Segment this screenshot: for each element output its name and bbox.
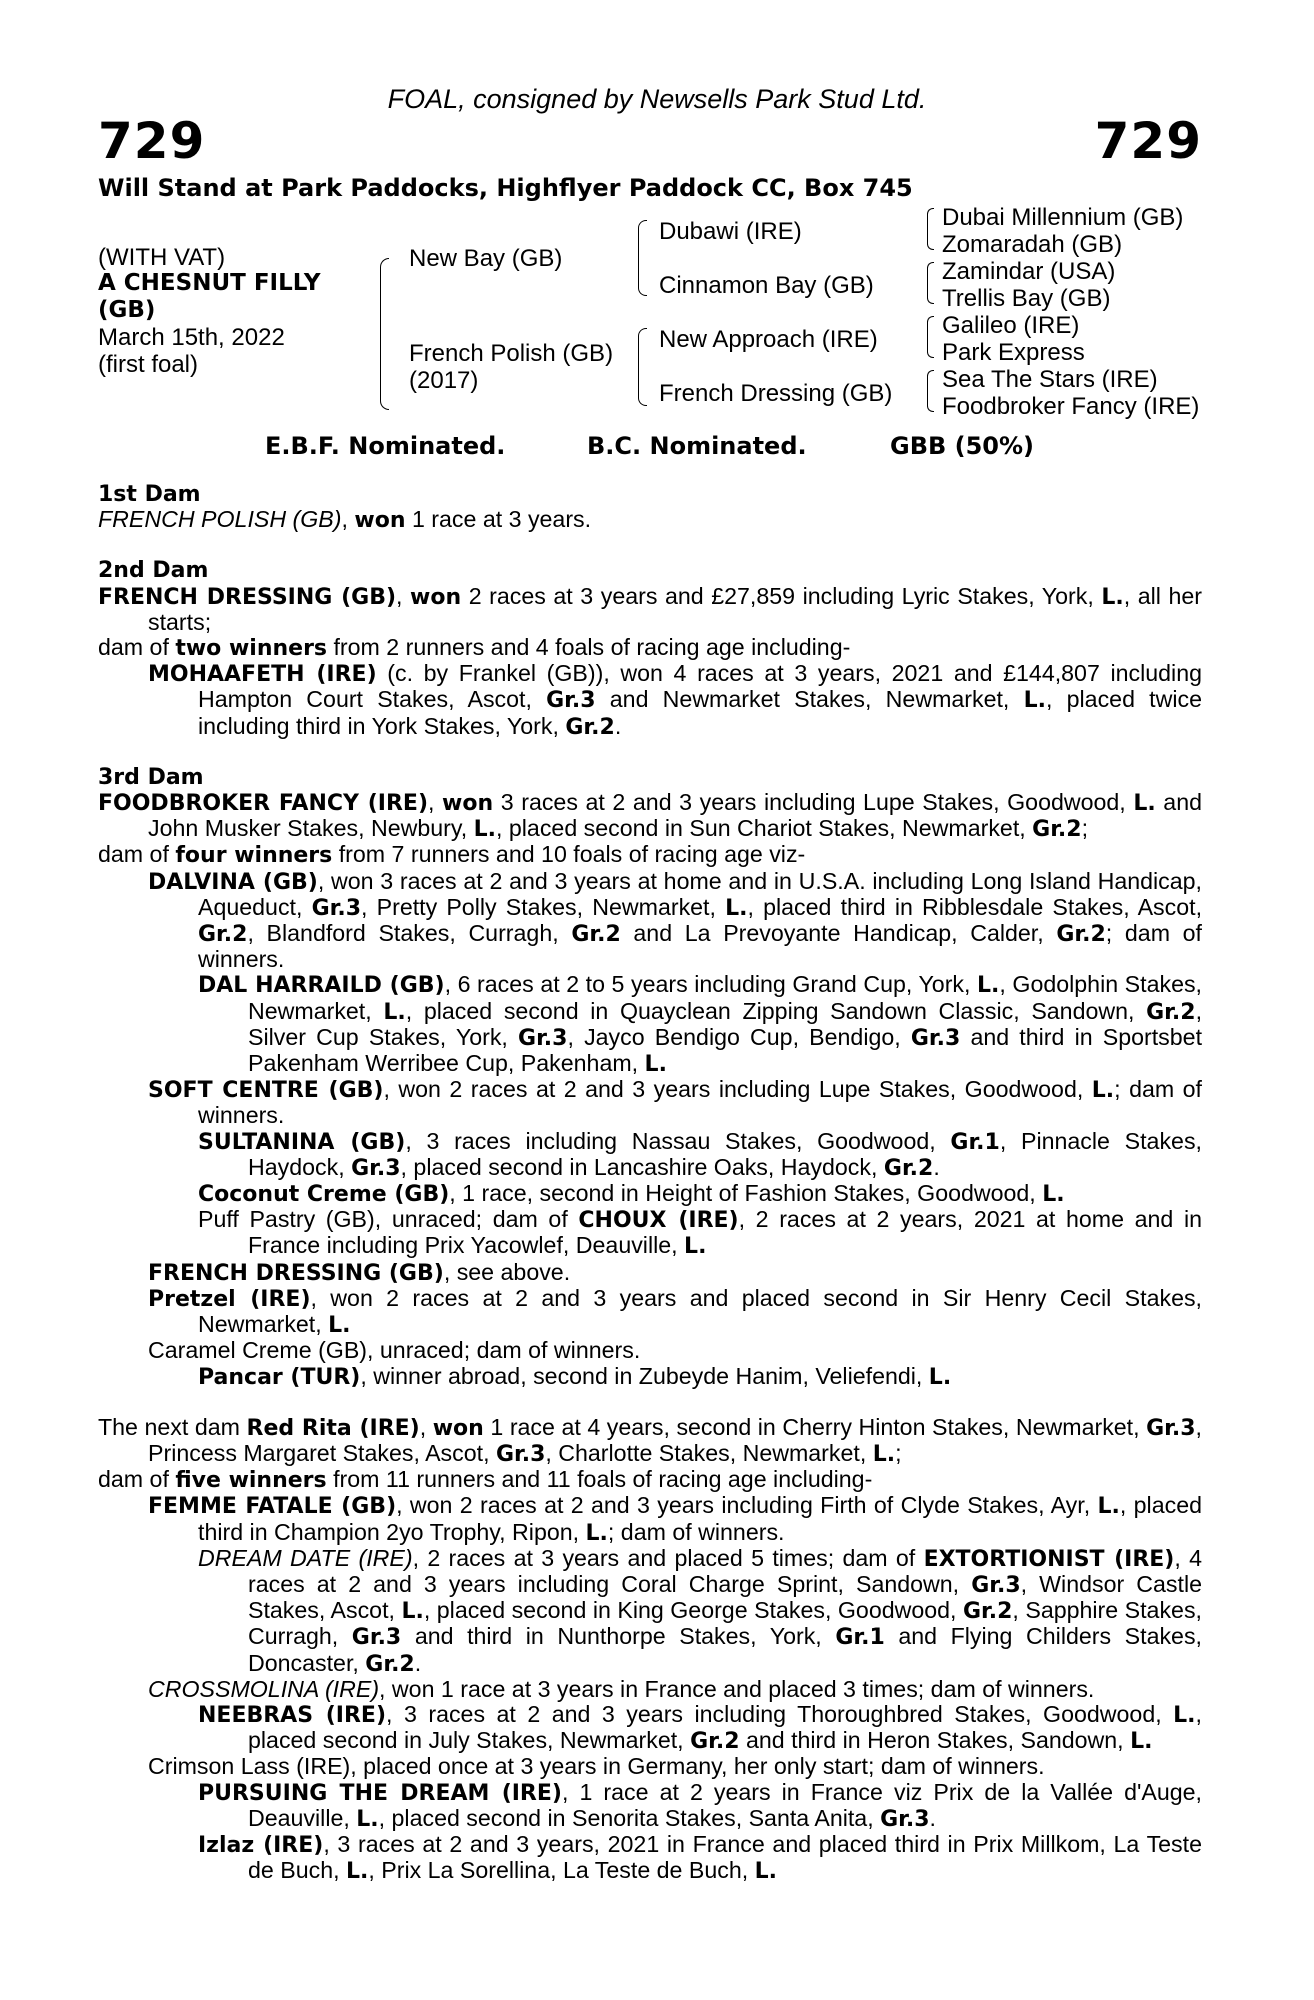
ancestor-6: Park Express: [942, 339, 1085, 366]
dam-sire: New Approach (IRE): [659, 326, 878, 353]
paragraph: dam of five winners from 11 runners and 11 foals of racing age including-: [98, 1466, 873, 1494]
sire: New Bay (GB): [409, 245, 563, 272]
subject-name: A CHESNUT FILLY: [98, 270, 321, 296]
paragraph: DAL HARRAILD (GB), 6 races at 2 to 5 years including Grand Cup, York, L., Godolphin Stakes, Newmarket, L., placed second in Quayclean Zipping Sandown Classic, Sandown, Gr.2, Silver Cup Stakes, York, Gr.3, Jayco Bendigo Cup, Bendigo, Gr.3 and third in Sportsbet Pakenham Werribee Cup, Pakenham, L.: [198, 971, 1203, 1078]
dam-line-text: [98, 482, 1202, 1884]
paragraph: FRENCH POLISH (GB), won 1 race at 3 years.: [98, 506, 592, 534]
brace-g2: [927, 262, 934, 304]
lot-number-right: 729: [1094, 112, 1202, 170]
dam-dam: French Dressing (GB): [659, 380, 893, 407]
paragraph: FOODBROKER FANCY (IRE), won 3 races at 2 and 3 years including Lupe Stakes, Goodwood, L. and John Musker Stakes, Newbury, L., placed second in Sun Chariot Stakes, Newmarket, Gr.2;: [98, 789, 1202, 843]
paragraph: DREAM DATE (IRE), 2 races at 3 years and placed 5 times; dam of EXTORTIONIST (IRE), 4 races at 2 and 3 years including Coral Charge Sprint, Sandown, Gr.3, Windsor Castle Stakes, Ascot, L., placed second in King George Stakes, Goodwood, Gr.2, Sapphire Stakes, Curragh, Gr.3 and third in Nunthorpe Stakes, York, Gr.1 and Flying Childers Stakes, Doncaster, Gr.2.: [198, 1544, 1203, 1677]
ancestor-8: Foodbroker Fancy (IRE): [942, 393, 1200, 420]
sire-dam: Cinnamon Bay (GB): [659, 272, 874, 299]
subject-name-country: (GB): [98, 297, 156, 323]
sire-sire: Dubawi (IRE): [659, 218, 802, 245]
ancestor-3: Zamindar (USA): [942, 258, 1116, 285]
ancestor-5: Galileo (IRE): [942, 312, 1080, 339]
ancestor-2: Zomaradah (GB): [942, 231, 1123, 258]
first-dam-heading: 1st Dam: [98, 482, 201, 507]
dam-line-brace: [638, 328, 647, 406]
sire-line-brace: [638, 220, 647, 296]
brace-g4: [927, 370, 934, 412]
foaling-date: March 15th, 2022: [98, 324, 285, 351]
third-dam-heading: 3rd Dam: [98, 764, 204, 790]
lot-number-left: 729: [98, 112, 206, 170]
ancestor-1: Dubai Millennium (GB): [942, 204, 1184, 231]
paragraph: Izlaz (IRE), 3 races at 2 and 3 years, 2021 in France and placed third in Prix Millkom, La Teste de Buch, L., Prix La Sorellina, La Teste de Buch, L.: [198, 1830, 1202, 1885]
foal-note: (first foal): [98, 351, 199, 378]
paragraph: MOHAAFETH (IRE) (c. by Frankel (GB)), won 4 races at 3 years, 2021 and £144,807 including Hampton Court Stakes, Ascot, Gr.3 and Newmarket Stakes, Newmarket, L., placed twice including third in York Stakes, York, Gr.2.: [148, 660, 1203, 740]
ebf-nomination: E.B.F. Nominated.: [265, 432, 506, 460]
paragraph: DALVINA (GB), won 3 races at 2 and 3 years at home and in U.S.A. including Long Island Handicap, Aqueduct, Gr.3, Pretty Polly Stakes, Newmarket, L., placed third in Ribblesdale Stakes, Ascot, Gr.2, Blandford Stakes, Curragh, Gr.2 and La Prevoyante Handicap, Calder, Gr.2; dam of winners.: [148, 867, 1203, 973]
brace-g3: [927, 316, 934, 358]
paragraph: FRENCH DRESSING (GB), won 2 races at 3 years and £27,859 including Lyric Stakes, York, L., all her starts;: [98, 582, 1202, 635]
bc-nomination: B.C. Nominated.: [587, 432, 807, 460]
paragraph: dam of four winners from 7 runners and 10 foals of racing age viz-: [98, 841, 806, 869]
sire-dam-brace: [380, 258, 389, 410]
paragraph: FRENCH DRESSING (GB), see above.: [148, 1258, 571, 1286]
paragraph: SOFT CENTRE (GB), won 2 races at 2 and 3 years including Lupe Stakes, Goodwood, L.; dam of winners.: [148, 1076, 1202, 1129]
paragraph: Coconut Creme (GB), 1 race, second in Height of Fashion Stakes, Goodwood, L.: [198, 1180, 1065, 1208]
brace-g1: [927, 208, 934, 250]
paragraph: Crimson Lass (IRE), placed once at 3 years in Germany, her only start; dam of winners.: [148, 1753, 1045, 1780]
paragraph: Pancar (TUR), winner abroad, second in Zubeyde Hanim, Veliefendi, L.: [198, 1362, 952, 1390]
paragraph: FEMME FATALE (GB), won 2 races at 2 and 3 years including Firth of Clyde Stakes, Ayr, L., placed third in Champion 2yo Trophy, Ripon, L.; dam of winners.: [148, 1492, 1202, 1546]
ancestor-4: Trellis Bay (GB): [942, 285, 1111, 312]
stand-location: Will Stand at Park Paddocks, Highflyer Paddock CC, Box 745: [98, 174, 913, 202]
paragraph: SULTANINA (GB), 3 races including Nassau Stakes, Goodwood, Gr.1, Pinnacle Stakes, Haydock, Gr.3, placed second in Lancashire Oaks, Haydock, Gr.2.: [198, 1127, 1202, 1181]
paragraph: NEEBRAS (IRE), 3 races at 2 and 3 years including Thoroughbred Stakes, Goodwood, L., placed second in July Stakes, Newmarket, Gr.2 and third in Heron Stakes, Sandown, L.: [198, 1700, 1202, 1755]
gbb-status: GBB (50%): [890, 432, 1035, 460]
vat-note: (WITH VAT): [98, 244, 226, 271]
paragraph: Caramel Creme (GB), unraced; dam of winners.: [148, 1337, 641, 1364]
paragraph: Puff Pastry (GB), unraced; dam of CHOUX (IRE), 2 races at 2 years, 2021 at home and in France including Prix Yacowlef, Deauville, L.: [198, 1206, 1202, 1260]
paragraph: The next dam Red Rita (IRE), won 1 race at 4 years, second in Cherry Hinton Stakes, Newmarket, Gr.3, Princess Margaret Stakes, Ascot, Gr.3, Charlotte Stakes, Newmarket, L.;: [98, 1413, 1202, 1467]
consignment-line: FOAL, consigned by Newsells Park Stud Ltd.: [387, 84, 927, 114]
paragraph: Pretzel (IRE), won 2 races at 2 and 3 years and placed second in Sir Henry Cecil Stakes, Newmarket, L.: [148, 1284, 1203, 1339]
dam: French Polish (GB): [409, 340, 614, 367]
dam-year: (2017): [409, 367, 479, 394]
paragraph: dam of two winners from 2 runners and 4 foals of racing age including-: [98, 634, 851, 662]
ancestor-7: Sea The Stars (IRE): [942, 366, 1158, 393]
paragraph: CROSSMOLINA (IRE), won 1 race at 3 years in France and placed 3 times; dam of winners.: [148, 1675, 1095, 1702]
paragraph: PURSUING THE DREAM (IRE), 1 race at 2 years in France viz Prix de la Vallée d'Auge, Deauville, L., placed second in Senorita Stakes, Santa Anita, Gr.3.: [198, 1778, 1202, 1832]
second-dam-heading: 2nd Dam: [98, 558, 209, 584]
